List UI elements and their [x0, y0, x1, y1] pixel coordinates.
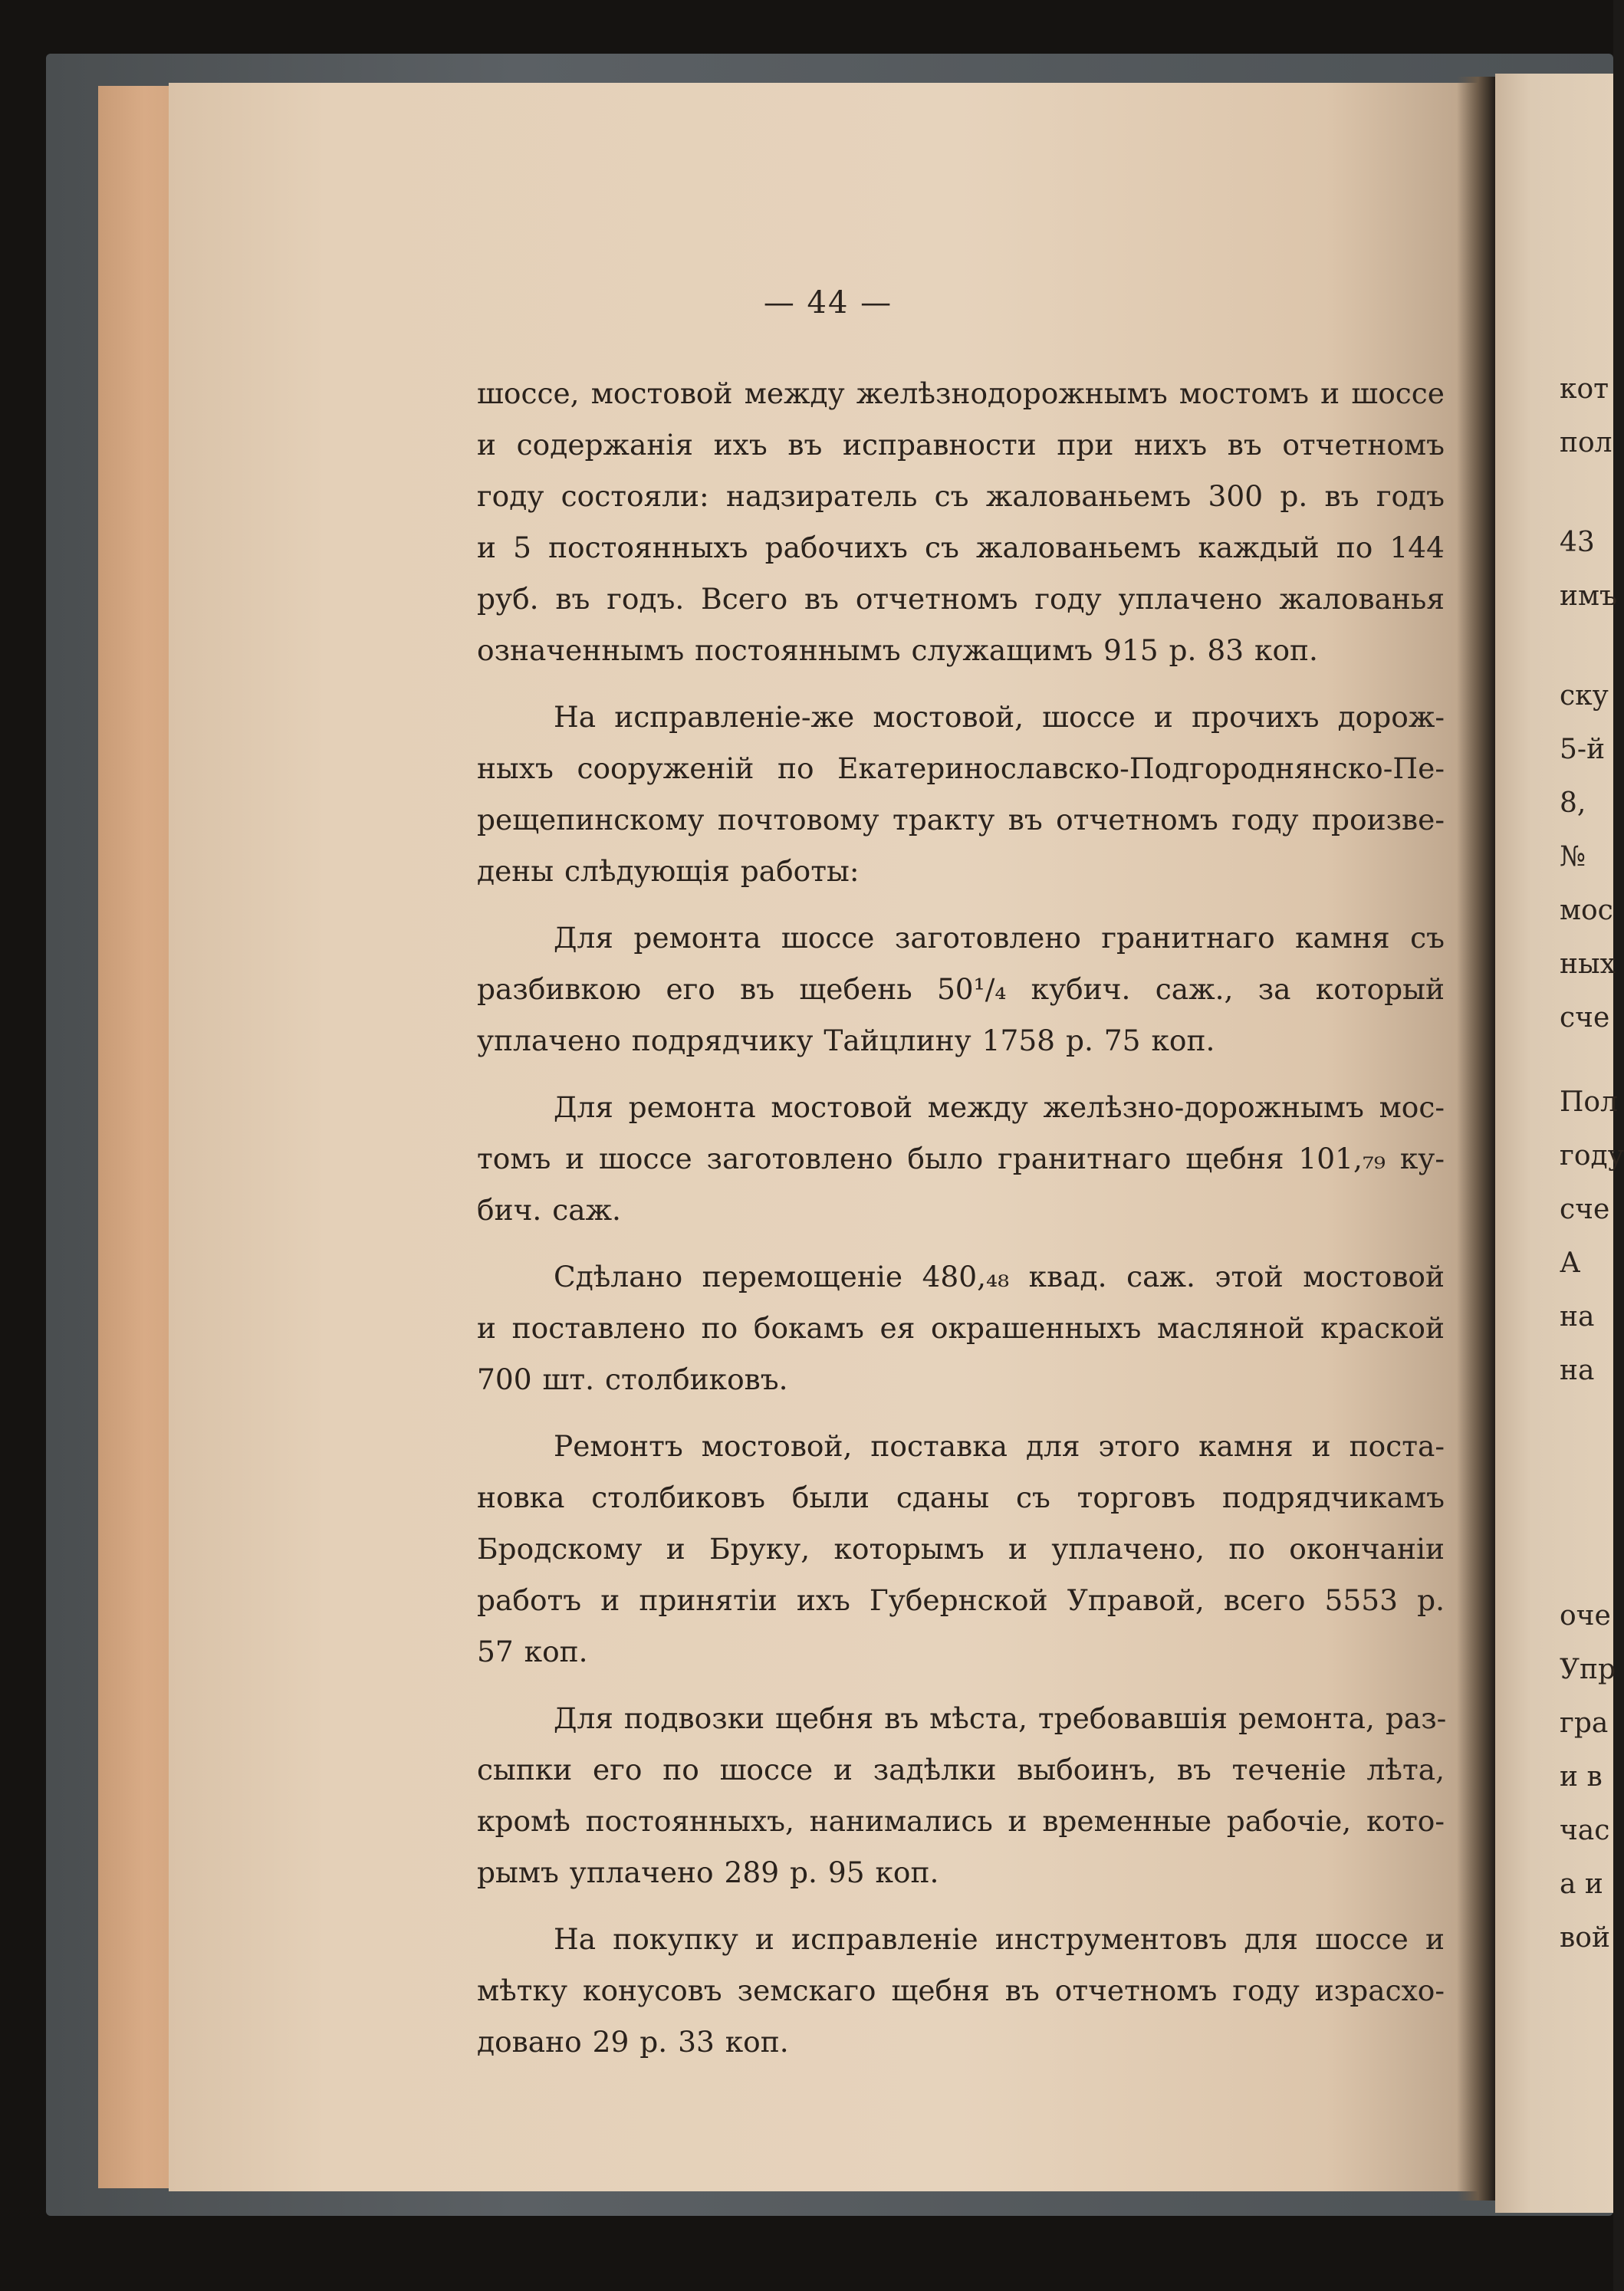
text-line: 700 шт. столбиковъ. [477, 1362, 788, 1396]
text-line: означеннымъ постояннымъ служащимъ 915 р. 83 коп. [477, 633, 1318, 667]
body-text [477, 368, 1445, 2068]
right-page-fragment: 8, [1560, 787, 1586, 819]
text-line: На исправленіе-же мостовой, шоссе и прочихъ дорож- [554, 700, 1445, 734]
right-page-fragment: гра [1560, 1708, 1609, 1739]
paragraph-gap [477, 1898, 1445, 1914]
right-page-fragment: имъ [1560, 580, 1617, 612]
text-line: и 5 постоянныхъ рабочихъ съ жалованьемъ каждый по 144 [477, 531, 1445, 564]
text-line: Для ремонта мостовой между желѣзно-дорожнымъ мос- [554, 1090, 1445, 1124]
text-line: уплачено подрядчику Тайцлину 1758 р. 75 коп. [477, 1024, 1215, 1057]
text-line: Для ремонта шоссе заготовлено гранитнаго камня съ [554, 921, 1445, 955]
text-line: и содержанія ихъ въ исправности при нихъ въ отчетномъ [477, 428, 1445, 462]
right-page-fragment: оче [1560, 1600, 1611, 1632]
right-page-fragment: на [1560, 1301, 1595, 1333]
right-page-fragment: Пол [1560, 1086, 1618, 1118]
text-line: дены слѣдующія работы: [477, 854, 860, 888]
text-line: руб. въ годъ. Всего въ отчетномъ году уплачено жалованья [477, 582, 1445, 616]
right-page-fragment: а и [1560, 1869, 1603, 1900]
paragraph [477, 1251, 1445, 1405]
right-page-fragment: пол [1560, 427, 1612, 459]
right-page-fragment: 5-й [1560, 734, 1606, 765]
right-page-fragment: на [1560, 1355, 1595, 1386]
text-line: томъ и шоссе заготовлено было гранитнаго щебня 101,₇₉ ку- [477, 1142, 1445, 1175]
right-page-fragment: кот [1560, 373, 1609, 405]
paragraph [477, 1914, 1445, 2068]
text-line: году состояли: надзиратель съ жалованьемъ 300 р. въ годъ [477, 479, 1445, 513]
text-line: мѣтку конусовъ земскаго щебня въ отчетномъ году израсхо- [477, 1974, 1445, 2007]
paragraph [477, 1421, 1445, 1678]
text-line: кромѣ постоянныхъ, нанимались и временные рабочіе, кото- [477, 1804, 1445, 1838]
right-page-fragment: ных [1560, 948, 1616, 980]
paragraph-gap [477, 1678, 1445, 1693]
paragraph [477, 912, 1445, 1067]
right-page [1495, 74, 1624, 2213]
right-page-fragment: сче [1560, 1002, 1610, 1034]
paragraph-gap [477, 1236, 1445, 1251]
paragraph-gap [477, 1067, 1445, 1082]
paragraph-gap [477, 897, 1445, 912]
text-line: 57 коп. [477, 1635, 588, 1668]
paragraph [477, 368, 1445, 676]
right-page-fragment: Упр [1560, 1654, 1616, 1685]
text-line: рещепинскому почтовому тракту въ отчетномъ году произве- [477, 803, 1445, 837]
paragraph-gap [477, 1405, 1445, 1421]
right-page-fragment: 43 [1560, 527, 1595, 558]
right-page-fragment: и в [1560, 1761, 1603, 1793]
text-line: На покупку и исправленіе инструментовъ для шоссе и [554, 1922, 1445, 1956]
right-page-fragment: А [1560, 1247, 1581, 1279]
text-line: новка столбиковъ были сданы съ торговъ подрядчикамъ [477, 1481, 1445, 1514]
paragraph [477, 1693, 1445, 1898]
right-page-fragment: № [1560, 841, 1586, 873]
paragraph [477, 1082, 1445, 1236]
paragraph-gap [477, 676, 1445, 692]
book-gutter [1457, 77, 1495, 2201]
text-line: бич. саж. [477, 1193, 621, 1227]
right-page-fragment: ску [1560, 680, 1609, 712]
text-line: Ремонтъ мостовой, поставка для этого камня и поста- [554, 1429, 1445, 1463]
right-page-fragment: году [1560, 1140, 1624, 1172]
text-line: и поставлено по бокамъ ея окрашенныхъ масляной краской [477, 1311, 1445, 1345]
text-line: шоссе, мостовой между желѣзнодорожнымъ мостомъ и шоссе [477, 376, 1445, 410]
text-line: рымъ уплачено 289 р. 95 коп. [477, 1855, 939, 1889]
text-line: работъ и принятіи ихъ Губернской Управой, всего 5553 р. [477, 1583, 1445, 1617]
page-number: — 44 — [763, 285, 893, 320]
text-line: ныхъ сооруженій по Екатеринославско-Подгороднянско-Пе- [477, 751, 1445, 785]
text-line: разбивкою его въ щебень 50¹/₄ кубич. саж., за который [477, 972, 1445, 1006]
text-line: сыпки его по шоссе и задѣлки выбоинъ, въ теченіе лѣта, [477, 1753, 1445, 1786]
text-line: довано 29 р. 33 коп. [477, 2025, 789, 2059]
text-line: Для подвозки щебня въ мѣста, требовавшія ремонта, раз- [554, 1701, 1447, 1735]
paragraph [477, 692, 1445, 897]
text-line: Бродскому и Бруку, которымъ и уплачено, по окончаніи [477, 1532, 1445, 1566]
right-page-fragment: мос [1560, 895, 1613, 926]
text-line: Сдѣлано перемощеніе 480,₄₈ квад. саж. этой мостовой [554, 1260, 1445, 1293]
right-page-fragment: вой [1560, 1922, 1610, 1954]
right-page-fragment: час [1560, 1815, 1610, 1846]
right-page-fragment: сче [1560, 1194, 1610, 1225]
